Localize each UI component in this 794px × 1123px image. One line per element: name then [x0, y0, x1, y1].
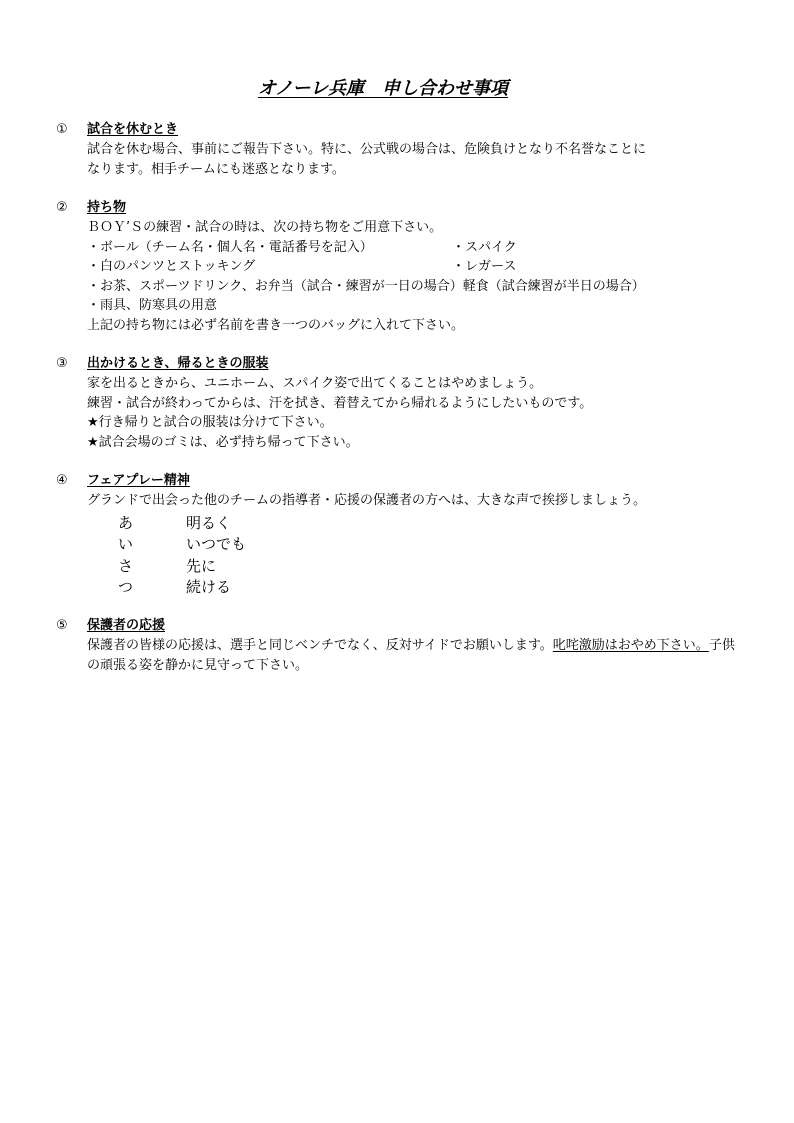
body-line: 上記の持ち物には必ず名前を書き一つのバッグに入れて下さい。	[87, 317, 465, 333]
body-line: 練習・試合が終わってからは、汗を拭き、着替えてから帰れるようにしたいものです。	[87, 395, 593, 411]
section-heading	[56, 616, 746, 636]
section-body	[87, 636, 746, 675]
belongings-row	[87, 238, 746, 258]
aisatsu-list	[87, 513, 746, 599]
section-title: 試合を休むとき	[87, 122, 179, 137]
section-number: ①	[56, 122, 68, 137]
section-body	[87, 140, 746, 179]
section-body	[87, 374, 746, 452]
section-number: ④	[56, 473, 68, 488]
belonging-item: ・白のパンツとストッキング	[87, 259, 256, 275]
section-body	[87, 491, 746, 599]
aisatsu-row	[87, 556, 746, 578]
body-line: ・雨具、防寒具の用意	[87, 298, 218, 314]
section-title: フェアプレー精神	[87, 473, 190, 488]
aisatsu-row	[87, 577, 746, 599]
section-absence	[56, 120, 746, 179]
section-heading	[56, 471, 746, 491]
body-line: グランドで出会った他のチームの指導者・応援の保護者の方へは、大きな声で挨拶しましょう。	[87, 493, 647, 508]
section-heading	[56, 354, 746, 374]
aisatsu-row	[87, 513, 746, 535]
body-line: 試合を休む場合、事前にご報告下さい。特に、公式戦の場合は、危険負けとなり不名誉なことに	[87, 142, 647, 157]
section-body	[87, 218, 746, 336]
body-line: ・お茶、スポーツドリンク、お弁当（試合・練習が一日の場合）軽食（試合練習が半日の場合）	[87, 278, 645, 294]
section-number: ⑤	[56, 618, 68, 633]
section-belongings	[56, 198, 746, 336]
belonging-item: ・ボール（チーム名・個人名・電話番号を記入）	[87, 239, 373, 255]
section-clothing	[56, 354, 746, 452]
section-title: 保護者の応援	[87, 618, 166, 633]
document-title: オノーレ兵庫 申し合わせ事項	[257, 78, 509, 99]
body-text: 保護者の皆様の応援は、選手と同じベンチでなく、反対サイドでお願いします。	[87, 638, 553, 653]
section-title: 出かけるとき、帰るときの服装	[87, 356, 269, 371]
body-line: ★行き帰りと試合の服装は分けて下さい。	[87, 415, 333, 431]
aisatsu-row	[87, 534, 746, 556]
underlined-text: 叱咤激励はおやめ下さい。	[552, 638, 709, 653]
body-line: ＢＯＹ’Ｓの練習・試合の時は、次の持ち物をご用意下さい。	[87, 220, 443, 235]
aisatsu-kana: あ	[118, 513, 134, 532]
body-line: 家を出るときから、ユニホーム、スパイク姿で出てくることはやめましょう。	[87, 376, 543, 391]
section-title: 持ち物	[87, 200, 127, 215]
body-text: 子供の頑張る姿を静かに見守って下さい。	[87, 638, 735, 673]
aisatsu-word: 続ける	[186, 578, 232, 597]
aisatsu-word: 明るく	[186, 513, 232, 532]
aisatsu-word: 先に	[186, 556, 217, 575]
aisatsu-kana: つ	[118, 578, 134, 597]
belonging-item: ・スパイク	[452, 239, 517, 255]
section-number: ②	[56, 200, 68, 215]
belonging-item: ・レガース	[452, 259, 517, 275]
section-fair-play	[56, 471, 746, 599]
body-line: ★試合会場のゴミは、必ず持ち帰って下さい。	[87, 434, 359, 450]
section-heading	[56, 120, 746, 140]
section-parent-support	[56, 616, 746, 675]
aisatsu-kana: い	[118, 535, 134, 554]
aisatsu-kana: さ	[118, 556, 134, 575]
body-line: なります。相手チームにも迷惑となります。	[87, 161, 345, 177]
aisatsu-word: いつでも	[186, 535, 247, 554]
section-number: ③	[56, 356, 68, 371]
section-heading	[56, 198, 746, 218]
body-paragraph	[87, 636, 742, 675]
belongings-row	[87, 257, 746, 277]
